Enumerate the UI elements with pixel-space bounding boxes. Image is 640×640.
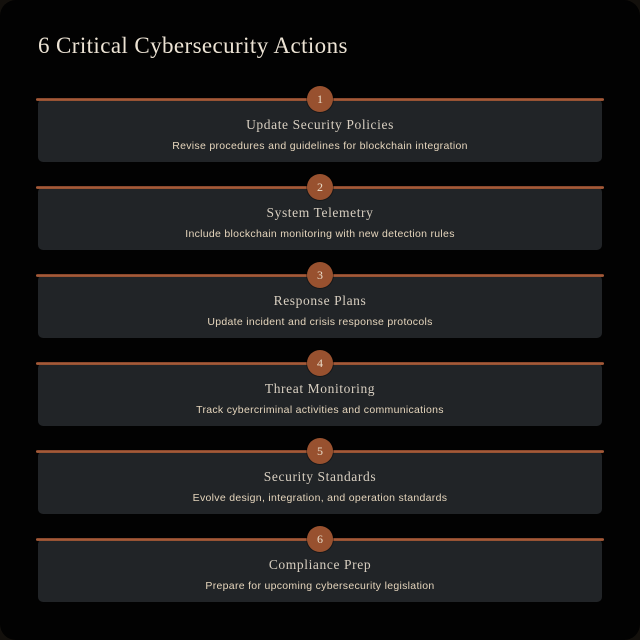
action-card-3 bbox=[38, 268, 602, 338]
card-description: Track cybercriminal activities and communications bbox=[196, 404, 444, 416]
action-card-5 bbox=[38, 444, 602, 514]
step-number-badge: 6 bbox=[307, 526, 333, 552]
card-description: Prepare for upcoming cybersecurity legislation bbox=[205, 580, 435, 592]
action-card-2 bbox=[38, 180, 602, 250]
action-card-4 bbox=[38, 356, 602, 426]
step-number-badge: 5 bbox=[307, 438, 333, 464]
action-card-6 bbox=[38, 532, 602, 602]
card-title: Update Security Policies bbox=[246, 117, 394, 132]
card-description: Revise procedures and guidelines for blockchain integration bbox=[172, 140, 468, 152]
card-title: Security Standards bbox=[263, 469, 377, 484]
card-title: Threat Monitoring bbox=[264, 381, 376, 396]
card-description: Update incident and crisis response protocols bbox=[207, 316, 433, 328]
step-number-badge: 4 bbox=[307, 350, 333, 376]
step-number-badge: 2 bbox=[307, 174, 333, 200]
action-card-list bbox=[38, 92, 602, 602]
action-card-1 bbox=[38, 92, 602, 162]
step-number-badge: 1 bbox=[307, 86, 333, 112]
card-title: Response Plans bbox=[273, 293, 367, 308]
card-description: Include blockchain monitoring with new detection rules bbox=[185, 228, 455, 240]
step-number-badge: 3 bbox=[307, 262, 333, 288]
card-description: Evolve design, integration, and operation standards bbox=[192, 492, 448, 504]
card-title: Compliance Prep bbox=[268, 557, 372, 572]
page-title: 6 Critical Cybersecurity Actions bbox=[38, 33, 348, 58]
card-title: System Telemetry bbox=[266, 205, 374, 220]
